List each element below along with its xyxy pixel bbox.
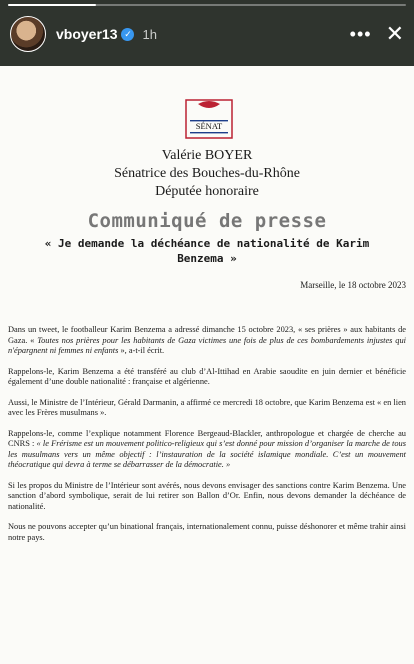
avatar[interactable]	[10, 16, 46, 52]
p1-text: Dans un tweet, le footballeur Karim Benzema a adressé dimanche 15 octobre 2023, « ses prières » aux habitants de Gaza. «	[8, 325, 406, 345]
story-progress-fill	[8, 4, 96, 6]
document-date: Marseille, le 18 octobre 2023	[300, 280, 406, 290]
post-time: 1h	[142, 26, 157, 42]
paragraph-1	[8, 325, 406, 357]
senator-title: Sénatrice des Bouches-du-Rhône	[114, 166, 300, 181]
story-header	[10, 14, 404, 54]
press-release-document	[0, 66, 414, 664]
story-progress-bar	[8, 4, 406, 6]
svg-text:SÉNAT: SÉNAT	[195, 121, 223, 131]
close-icon[interactable]: ✕	[385, 21, 404, 46]
senator-name: Valérie BOYER	[161, 148, 253, 163]
verified-badge-icon: ✓	[121, 28, 134, 41]
press-release-quote: « Je demande la déchéance de nationalité de Karim Benzema »	[44, 237, 370, 265]
senator-honorary-title: Députée honoraire	[155, 184, 259, 199]
username[interactable]: vboyer13	[56, 26, 118, 42]
paragraph-3: Aussi, le Ministre de l’Intérieur, Gérald Darmanin, a affirmé ce mercredi 18 octobre, que Karim Benzema est « en lien avec les Frères musulmans ».	[8, 397, 406, 417]
p4-quote: « le Frérisme est un mouvement politico-religieux qui s’est donné pour mission d’organiser la marche de tous les musulmans vers un même objectif : l’instauration de la société islamique mondiale. C’est un mouvement théocratique qui devra à terme se débarrasser de la démocratie. »	[8, 439, 406, 469]
document-body	[8, 325, 406, 553]
p4-text: Rappelons-le, comme l’explique notamment Florence Bergeaud-Blackler, anthropologue et chargée de cherche au CNRS :	[8, 428, 406, 448]
more-options-icon[interactable]: •••	[349, 23, 372, 44]
press-release-heading: Communiqué de presse	[87, 210, 327, 232]
paragraph-6: Nous ne pouvons accepter qu’un binational français, internationalement connu, puisse déshonorer et même trahir ainsi notre pays.	[8, 522, 406, 542]
paragraph-5: Si les propos du Ministre de l’Intérieur sont avérés, nous devons envisager des sanctions contre Karim Benzema. Une sanction d’abord symbolique, serait de lui retirer son Ballon d’Or. Enfin, nous devons demander la déchéance de nationalité.	[8, 480, 406, 511]
p1-end: », a-t-il écrit.	[120, 346, 165, 355]
paragraph-4	[8, 429, 406, 471]
p1-quote: Toutes nos prières pour les habitants de Gaza victimes une fois de plus de ces bombardements injustes qui n'épargnent ni femmes ni enfants	[8, 335, 407, 355]
paragraph-2: Rappelons-le, Karim Benzema a été transféré au club d’Al-Ittihad en Arabie saoudite en juin dernier et bénéficie également d’une double nationalité : française et algérienne.	[8, 366, 406, 386]
